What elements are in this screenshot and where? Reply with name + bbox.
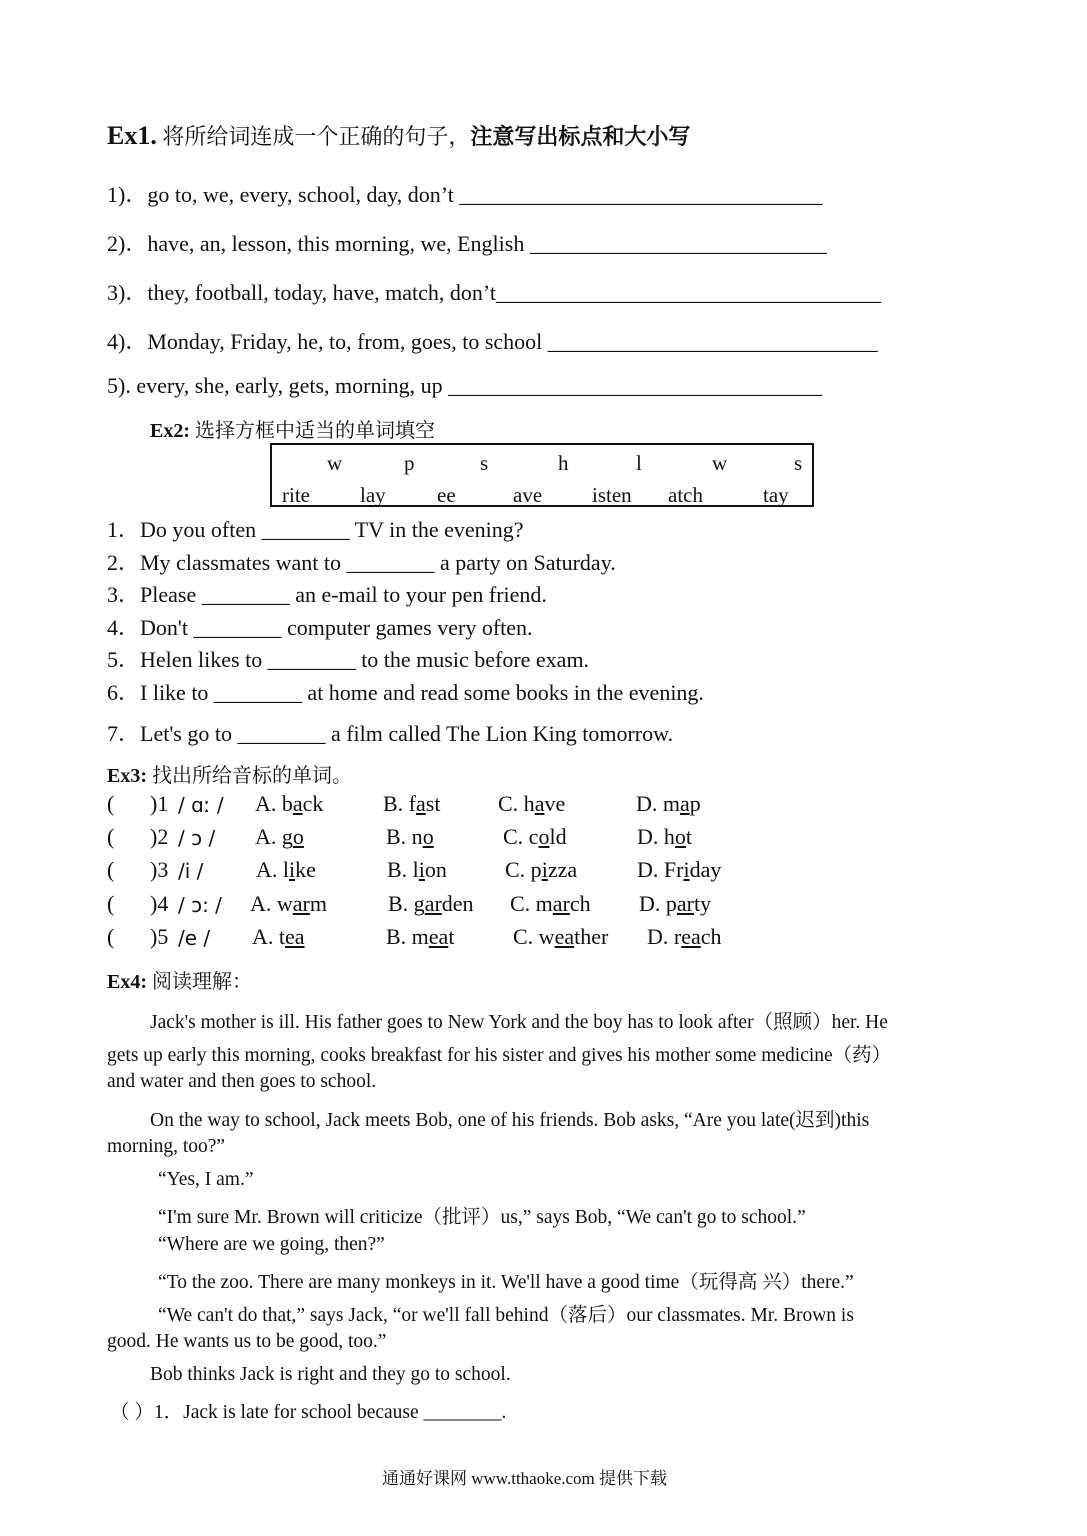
option-b (387, 857, 447, 883)
box-letter: l (636, 451, 642, 475)
ex3-tag: Ex3: (107, 765, 147, 787)
option-underline: i (541, 857, 548, 882)
option-text: C. m (510, 891, 553, 916)
option-text: ck (302, 791, 324, 816)
option-underline: i (683, 857, 690, 882)
option-text: ther (574, 924, 609, 949)
answer-paren: ( (107, 891, 115, 916)
option-text: t (685, 824, 693, 849)
box-letter: s (794, 451, 803, 475)
option-b (386, 824, 434, 850)
box-ending: ee (437, 483, 456, 507)
ex2-tag: Ex2: (150, 420, 190, 442)
option-text: C. c (503, 824, 539, 849)
option-d (647, 924, 722, 950)
option-text: den (441, 891, 474, 916)
option-b (383, 791, 440, 817)
option-b (388, 891, 474, 917)
option-a (255, 791, 323, 817)
option-text: D. p (639, 891, 677, 916)
passage-line: Bob thinks Jack is right and they go to school. (150, 1364, 511, 1385)
option-d (636, 791, 701, 817)
option-underline: a (416, 791, 426, 816)
option-text: t (448, 924, 455, 949)
option-text: B. n (386, 824, 423, 849)
question-number: )3 (150, 857, 169, 882)
ex3-heading (107, 759, 352, 788)
answer-paren: ( (107, 924, 115, 949)
option-underline: a (534, 791, 545, 816)
option-b (386, 924, 454, 950)
option-text: C. h (498, 791, 535, 816)
option-text: A. t (252, 924, 285, 949)
option-underline: ea (681, 924, 701, 949)
phonetic-symbol: /e / (178, 926, 211, 950)
option-text: ve (544, 791, 566, 816)
passage-line: “We can't do that,” says Jack, “or we'll fall behind（落后）our classmates. Mr. Brown is (158, 1305, 854, 1326)
option-c (505, 857, 577, 883)
reading-question: （ ）1．Jack is late for school because ________. (110, 1402, 507, 1423)
box-ending: ave (513, 483, 543, 507)
ex2-item-2: 2．My classmates want to ________ a party on Saturday. (107, 550, 616, 575)
word-box (270, 443, 814, 507)
question-number: )1 (150, 791, 169, 816)
option-text: C. w (513, 924, 555, 949)
option-a (256, 857, 316, 883)
option-underline: a (680, 791, 690, 816)
option-text: B. l (387, 857, 419, 882)
ex1-heading (107, 120, 690, 151)
option-text: ke (295, 857, 316, 882)
passage-line: and water and then goes to school. (107, 1071, 377, 1092)
option-text: ch (700, 924, 722, 949)
option-d (639, 891, 711, 917)
ex2-heading (150, 414, 435, 443)
box-ending: isten (592, 483, 632, 507)
ex4-instruction: 阅读理解： (152, 971, 252, 993)
box-letter: w (712, 451, 728, 475)
option-text: m (309, 891, 327, 916)
option-text: B. g (388, 891, 425, 916)
option-text: A. w (250, 891, 293, 916)
box-ending: atch (668, 483, 703, 507)
option-underline: ea (554, 924, 575, 949)
option-text: ld (549, 824, 567, 849)
passage-line: “To the zoo. There are many monkeys in it. We'll have a good time（玩得高 兴）there.” (158, 1272, 854, 1293)
box-ending: tay (763, 483, 789, 507)
ex1-item-4: 4)．Monday, Friday, he, to, from, goes, to school ______________________________ (107, 329, 878, 354)
option-text: day (689, 857, 722, 882)
option-d (637, 857, 721, 883)
phonetic-symbol: / ɔ: / (178, 893, 222, 917)
option-text: p (689, 791, 701, 816)
passage-line: gets up early this morning, cooks breakfast for his sister and gives his mother some medicine（药） (107, 1045, 892, 1066)
ex2-item-4: 4．Don't ________ computer games very often. (107, 615, 533, 640)
page-footer: 通通好课网 www.tthaoke.com 提供下载 (382, 1469, 668, 1488)
option-underline: o (674, 824, 686, 849)
option-a (252, 924, 305, 950)
ex1-instruction-bold: 注意写出标点和大小写 (470, 124, 691, 149)
ex1-item-5: 5). every, she, early, gets, morning, up __________________________________ (107, 373, 823, 398)
option-text: st (425, 791, 441, 816)
option-text: zza (547, 857, 578, 882)
option-text: D. m (636, 791, 680, 816)
passage-line: “I'm sure Mr. Brown will criticize（批评）us,” says Bob, “We can't go to school.” (158, 1207, 806, 1228)
passage-line: morning, too?” (107, 1136, 226, 1157)
ex3-instruction: 找出所给音标的单词。 (152, 765, 352, 787)
question-number: )2 (150, 824, 169, 849)
option-c (498, 791, 565, 817)
option-underline: o (422, 824, 434, 849)
option-text: B. f (383, 791, 416, 816)
option-underline: ar (676, 891, 694, 916)
passage-line: “Yes, I am.” (158, 1169, 254, 1190)
option-underline: ar (552, 891, 570, 916)
box-letter: p (404, 451, 415, 475)
option-underline: ea (285, 924, 305, 949)
option-a (255, 824, 304, 850)
phonetic-symbol: / ɑː / (178, 793, 224, 817)
passage-line: good. He wants us to be good, too.” (107, 1331, 387, 1352)
option-underline: i (418, 857, 425, 882)
option-a (250, 891, 327, 917)
option-text: D. r (647, 924, 682, 949)
option-text: ch (569, 891, 591, 916)
answer-paren: ( (107, 824, 115, 849)
ex1-item-3: 3)．they, football, today, have, match, don’t___________________________________ (107, 280, 881, 305)
option-underline: ea (428, 924, 449, 949)
ex2-item-7: 7．Let's go to ________ a film called The Lion King tomorrow. (107, 721, 674, 746)
option-text: A. g (255, 824, 293, 849)
passage-line: “Where are we going, then?” (158, 1234, 385, 1255)
passage-line: Jack's mother is ill. His father goes to New York and the boy has to look after（照顾）her. He (150, 1012, 888, 1033)
ex2-item-5: 5．Helen likes to ________ to the music before exam. (107, 647, 590, 672)
passage-line: On the way to school, Jack meets Bob, one of his friends. Bob asks, “Are you late(迟到)this (150, 1110, 870, 1131)
ex1-item-1: 1)．go to, we, every, school, day, don’t _________________________________ (107, 182, 823, 207)
ex2-item-1: 1．Do you often ________ TV in the evening? (107, 517, 524, 542)
ex4-tag: Ex4: (107, 971, 147, 993)
option-text: D. Fr (637, 857, 684, 882)
ex1-instruction: 将所给词连成一个正确的句子， (162, 124, 471, 149)
answer-paren: ( (107, 857, 115, 882)
box-letter: s (480, 451, 489, 475)
option-underline: o (292, 824, 304, 849)
option-c (513, 924, 608, 950)
ex4-heading (107, 965, 252, 994)
box-letter: h (558, 451, 569, 475)
phonetic-symbol: /i / (178, 859, 204, 883)
option-text: C. p (505, 857, 542, 882)
option-underline: ar (292, 891, 310, 916)
ex1-item-2: 2)．have, an, lesson, this morning, we, English ___________________________ (107, 231, 827, 256)
ex2-instruction: 选择方框中适当的单词填空 (195, 420, 435, 442)
ex1-tag: Ex1. (107, 121, 157, 150)
option-c (503, 824, 567, 850)
ex2-item-3: 3．Please ________ an e-mail to your pen friend. (107, 582, 547, 607)
question-number: )5 (150, 924, 169, 949)
box-ending: rite (282, 483, 310, 507)
box-letter: w (327, 451, 343, 475)
option-text: D. h (637, 824, 675, 849)
question-number: )4 (150, 891, 169, 916)
phonetic-symbol: / ɔ / (178, 826, 216, 850)
option-underline: a (292, 791, 303, 816)
option-text: ty (693, 891, 712, 916)
ex2-item-6: 6．I like to ________ at home and read some books in the evening. (107, 680, 704, 705)
option-text: on (424, 857, 447, 882)
option-c (510, 891, 591, 917)
option-d (637, 824, 692, 850)
option-underline: i (289, 857, 296, 882)
option-text: A. b (255, 791, 293, 816)
answer-paren: ( (107, 791, 115, 816)
box-ending: lay (360, 483, 386, 507)
option-text: A. l (256, 857, 289, 882)
option-underline: ar (424, 891, 442, 916)
option-text: B. m (386, 924, 429, 949)
option-underline: o (538, 824, 550, 849)
